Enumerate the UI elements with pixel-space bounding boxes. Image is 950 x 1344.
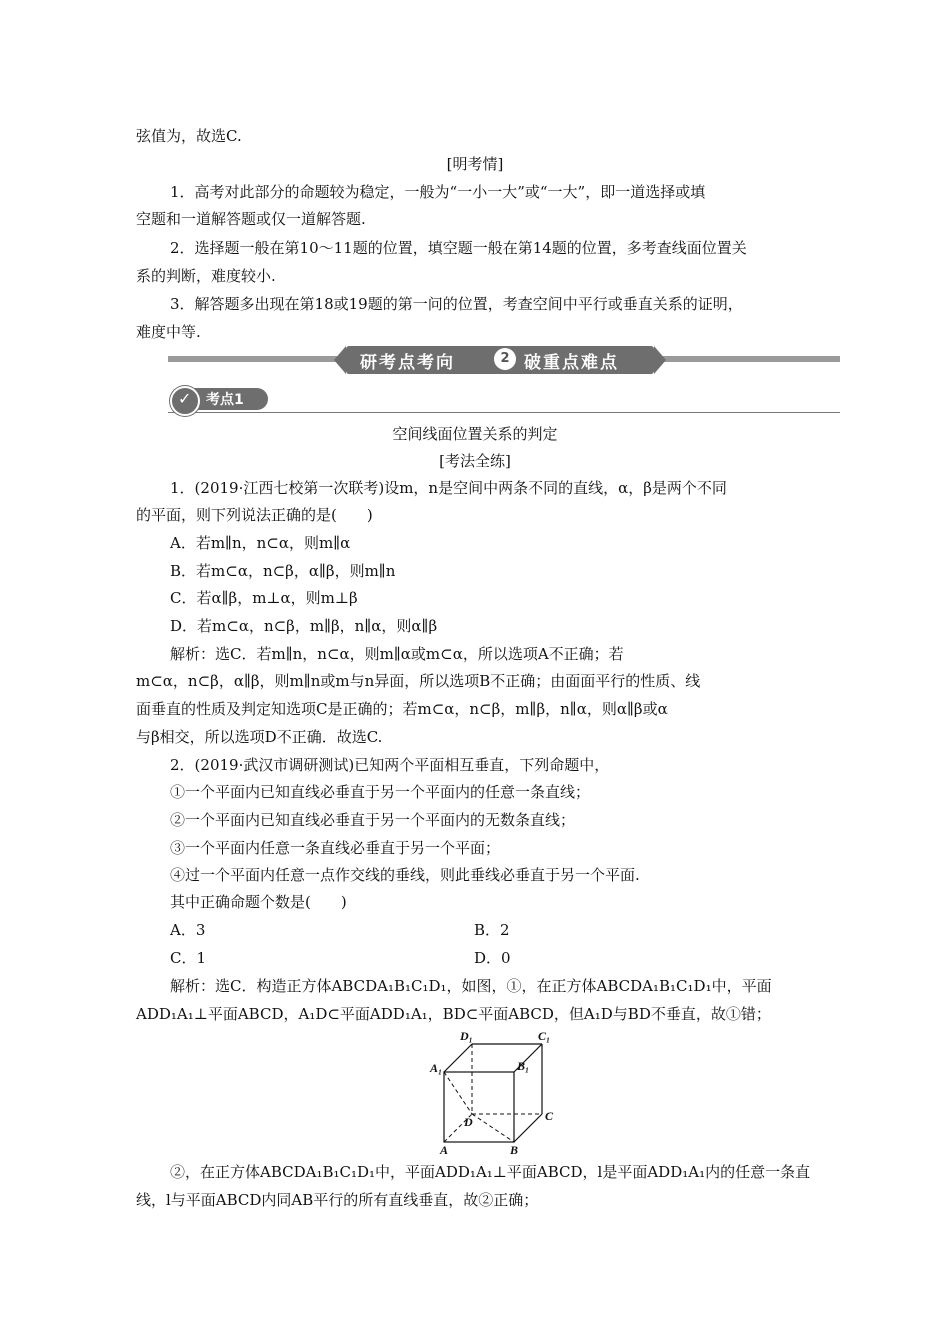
text-line: 空题和一道解答题或仅一道解答题. — [136, 210, 366, 228]
text-line: 1．高考对此部分的命题较为稳定，一般为“一小一大”或“一大”，即一道选择或填 — [170, 183, 706, 201]
vertex-label-b1: B₁ — [517, 1059, 530, 1073]
option-d: D．0 — [474, 949, 511, 967]
option-c: C．1 — [170, 949, 207, 967]
question-stem: 2．(2019·武汉市调研测试)已知两个平面相互垂直，下列命题中， — [170, 756, 610, 774]
vertex-label-c1: C₁ — [538, 1029, 551, 1043]
option-c: C．若α∥β，m⊥α，则m⊥β — [170, 589, 358, 607]
kaodian-header — [168, 386, 840, 416]
solution-line: ADD₁A₁⊥平面ABCD，A₁D⊂平面ADD₁A₁，BD⊂平面ABCD，但A₁D与BD不垂直，故①错； — [136, 1005, 771, 1023]
banner-number-badge: 2 — [494, 348, 516, 370]
solution-line: 与β相交，所以选项D不正确．故选C. — [136, 728, 383, 746]
banner-right-text: 破重点难点 — [524, 353, 619, 373]
question-ask: 其中正确命题个数是( ) — [170, 893, 347, 911]
kaodian-rule — [168, 412, 840, 413]
solution-line: ②，在正方体ABCDA₁B₁C₁D₁中，平面ADD₁A₁⊥平面ABCD，l是平面ADD₁A₁内的任意一条直 — [170, 1163, 811, 1181]
banner-left-text: 研考点考向 — [360, 353, 455, 373]
proposition-2: ②一个平面内已知直线必垂直于另一个平面内的无数条直线； — [170, 811, 576, 829]
kaodian-label: 考点1 — [206, 392, 244, 408]
solution-line: 面垂直的性质及判定知选项C是正确的；若m⊂α，n⊂β，m∥β，n∥α，则α∥β或α — [136, 700, 668, 718]
solution-line: 解析：选C．构造正方体ABCDA₁B₁C₁D₁，如图，①，在正方体ABCDA₁B₁C₁D₁中，平面 — [170, 977, 772, 995]
proposition-3: ③一个平面内任意一条直线必垂直于另一个平面； — [170, 839, 501, 857]
vertex-label-a1: A₁ — [430, 1061, 443, 1075]
solution-line: 线，l与平面ABCD内同AB平行的所有直线垂直，故②正确； — [136, 1191, 539, 1209]
vertex-label-d: D — [464, 1115, 473, 1129]
topic-title: 空间线面位置关系的判定 — [392, 425, 558, 443]
solution-line: 解析：选C．若m∥n，n⊂α，则m∥α或m⊂α，所以选项A不正确；若 — [170, 645, 624, 663]
cube-figure — [420, 1028, 570, 1156]
text-line: 难度中等. — [136, 323, 201, 341]
option-a: A．若m∥n，n⊂α，则m∥α — [170, 534, 351, 552]
kaodian-tag — [194, 388, 268, 410]
vertex-label-c: C — [545, 1109, 554, 1123]
section-banner — [168, 344, 840, 378]
option-b: B．若m⊂α，n⊂β，α∥β，则m∥n — [170, 562, 396, 580]
text-line: 3．解答题多出现在第18或19题的第一问的位置，考查空间中平行或垂直关系的证明， — [170, 295, 743, 313]
text-line: 系的判断，难度较小. — [136, 267, 276, 285]
vertex-label-a: A — [440, 1143, 449, 1156]
proposition-4: ④过一个平面内任意一点作交线的垂线，则此垂线必垂直于另一个平面. — [170, 866, 640, 884]
question-stem: 的平面，则下列说法正确的是( ) — [136, 506, 373, 524]
check-icon: ✓ — [170, 386, 200, 416]
vertex-label-b: B — [510, 1143, 519, 1156]
proposition-1: ①一个平面内已知直线必垂直于另一个平面内的任意一条直线； — [170, 783, 591, 801]
solution-line: m⊂α，n⊂β，α∥β，则m∥n或m与n异面，所以选项B不正确；由面面平行的性质、线 — [136, 672, 701, 690]
option-a: A．3 — [170, 921, 206, 939]
section-title: [明考情] — [446, 155, 504, 173]
question-stem: 1．(2019·江西七校第一次联考)设m，n是空间中两条不同的直线，α，β是两个不同 — [170, 479, 727, 497]
option-b: B．2 — [474, 921, 510, 939]
text-line: 2．选择题一般在第10～11题的位置，填空题一般在第14题的位置，多考查线面位置关 — [170, 239, 747, 257]
text-line: 弦值为，故选C. — [136, 127, 242, 145]
option-d: D．若m⊂α，n⊂β，m∥β，n∥α，则α∥β — [170, 617, 438, 635]
practice-title: [考法全练] — [439, 452, 511, 470]
vertex-label-d1: D₁ — [460, 1029, 473, 1043]
